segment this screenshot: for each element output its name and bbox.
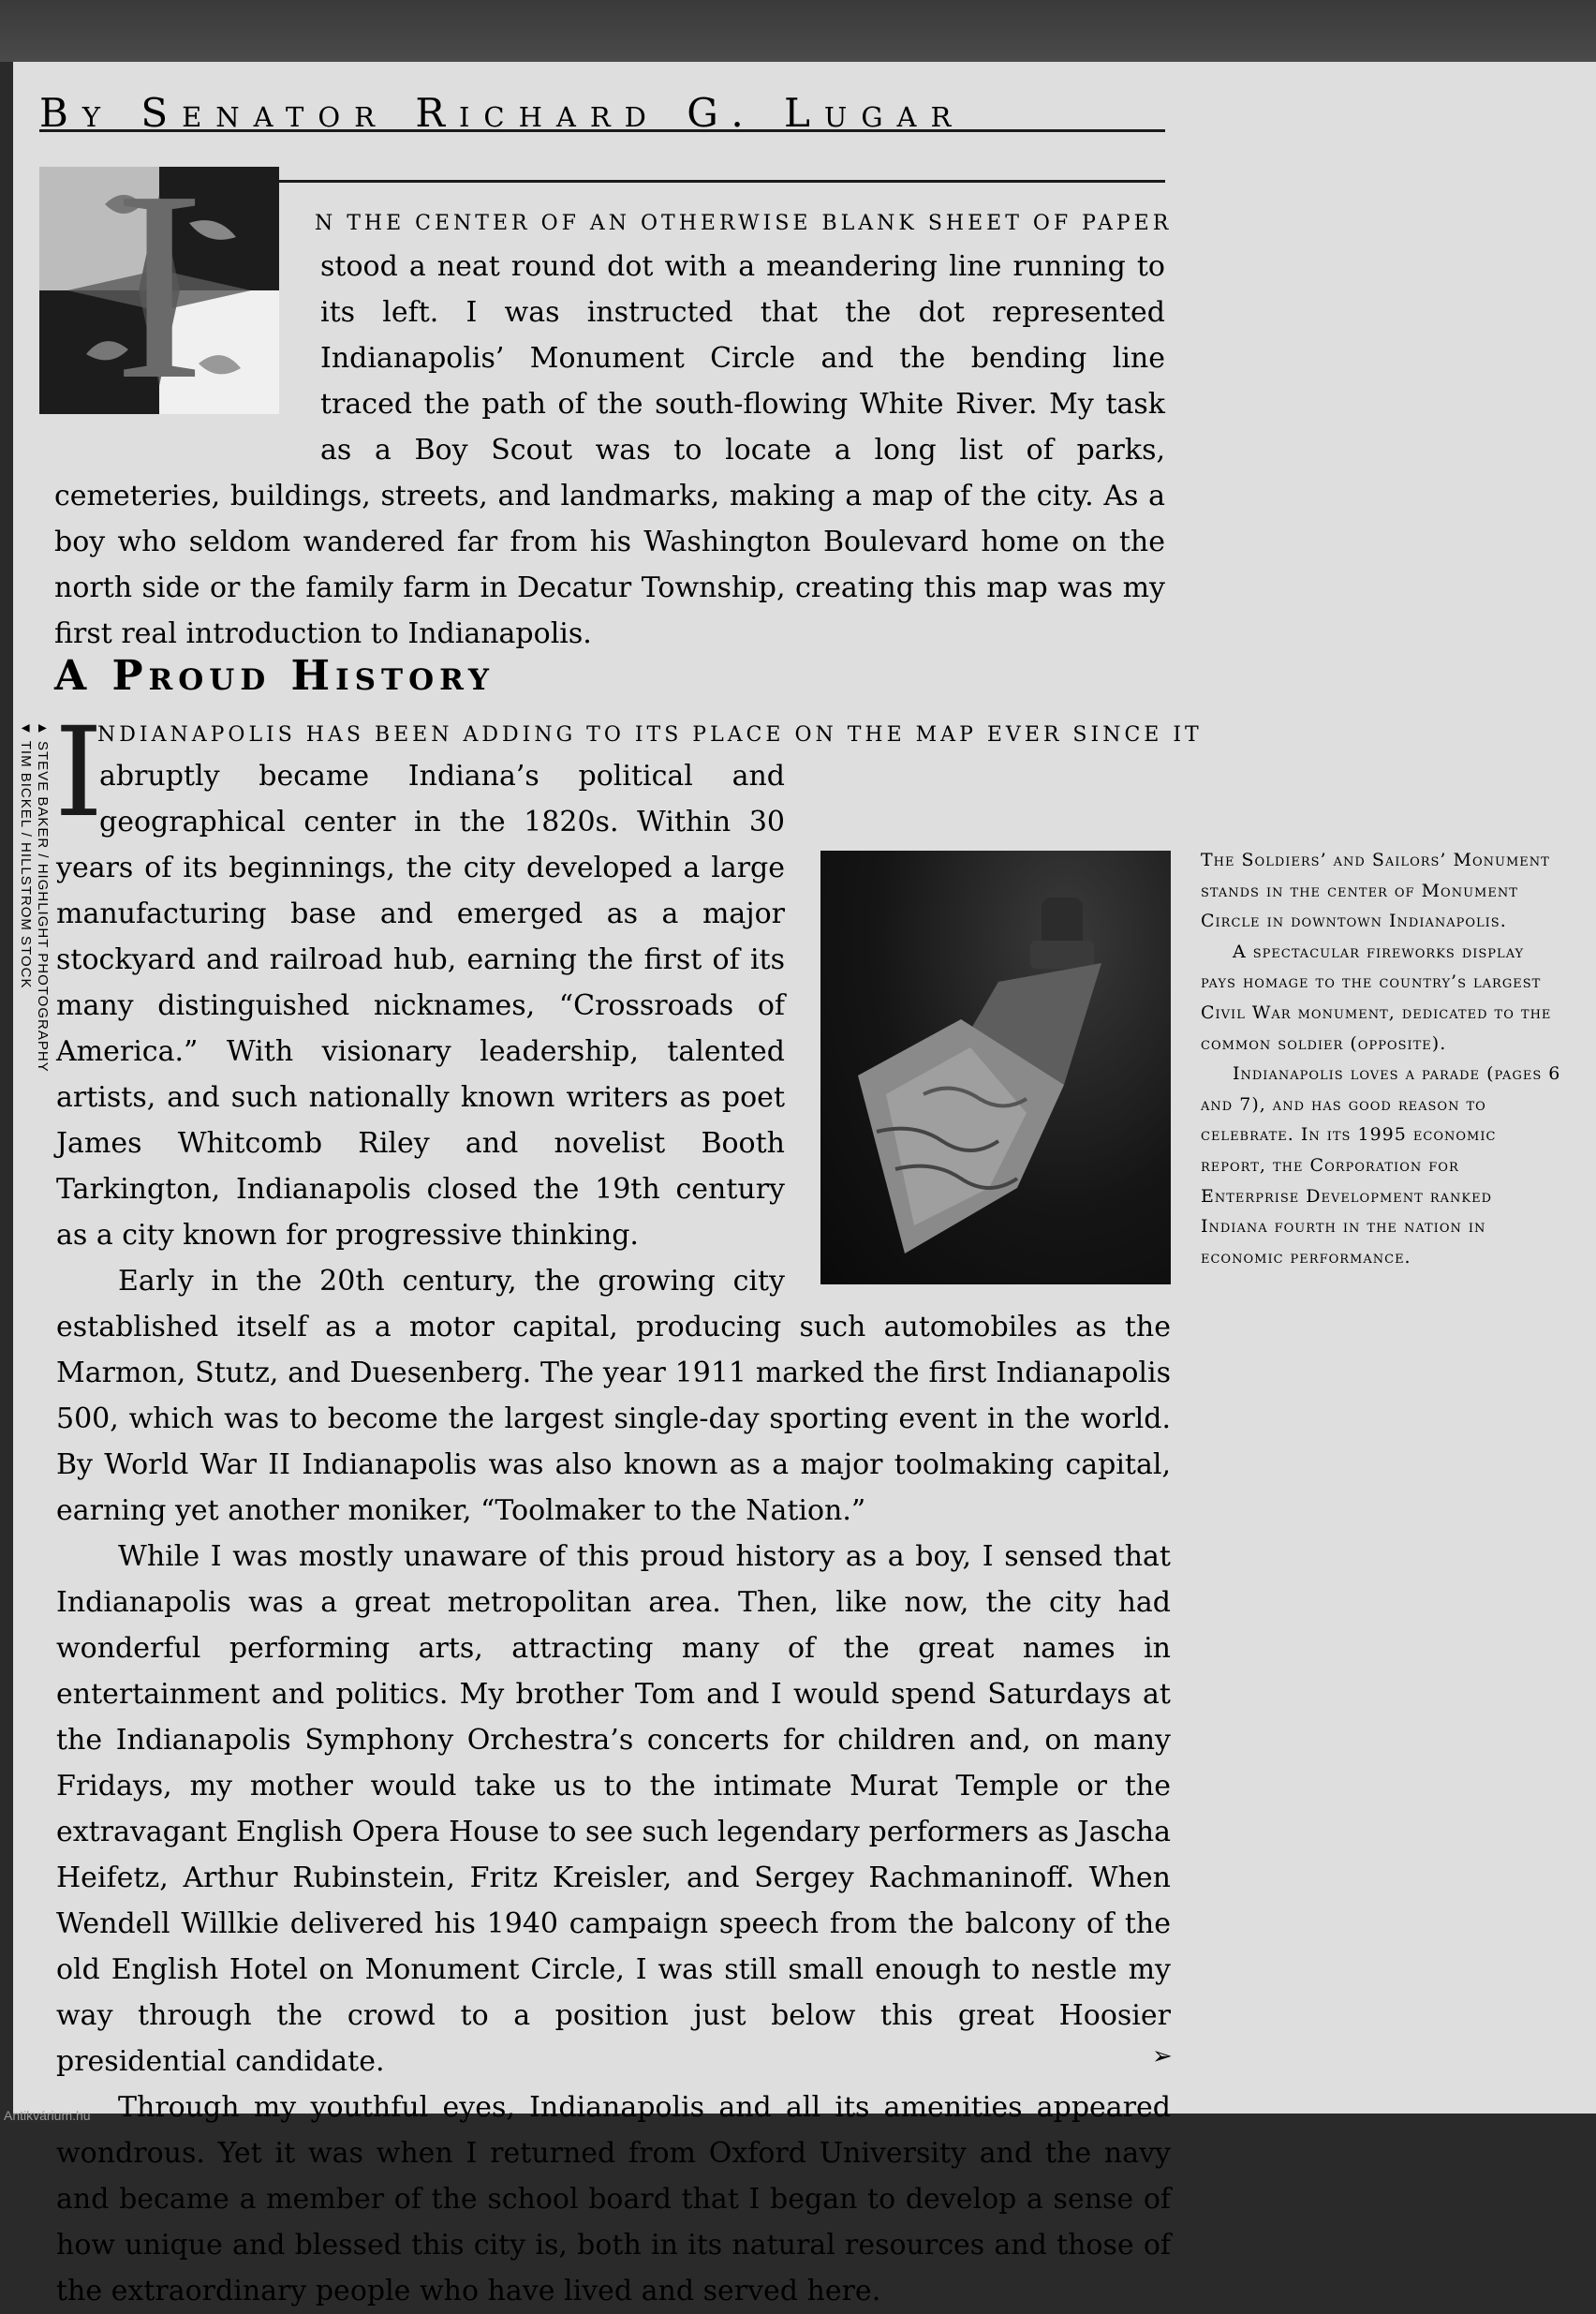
paragraph-1: abruptly became Indiana’s political and geographical center in the 1820s. Within 30 years of its beginnings, the city developed a large manufacturing base and emerged as a major stockyard and railroad hub, earning the first of its many distinguished nicknames, “Crossroads of America.” With visionary leadership, talented artists, and such nationally known writers as poet James Whitcomb Riley and novelist Booth Tarkington, Indianapolis closed the 19th century as a city known for progressive thinking. [56,760,785,1252]
continue-arrow-icon: ➢ [1152,2042,1173,2070]
byline: By Senator Richard G. Lugar [39,90,966,136]
photo-credit-top: ▲ STEVE BAKER / HIGHLIGHT PHOTOGRAPHY [35,721,51,1073]
caption-1: The Soldiers’ and Sailors’ Monument stands in the center of Monument Circle in downtown Indianapolis. [1201,850,1550,932]
section-drop-cap: I [54,701,104,845]
section-lead-in: NDIANAPOLIS HAS BEEN ADDING TO ITS PLACE ON THE MAP EVER SINCE IT [97,723,1203,747]
page-top-shadow [0,0,1596,62]
photo-credit-bottom: ▼ TIM BICKEL / HILLSTROM STOCK [18,721,34,989]
intro-lead-in: N THE CENTER OF AN OTHERWISE BLANK SHEET OF PAPER [315,212,1173,235]
paragraph-3: While I was mostly unaware of this proud history as a boy, I sensed that Indianapolis was a great metropolitan area. Then, like now, the city had wonderful performing arts, attracting many of the great names in entertainment and politics. My brother Tom and I would spend Saturdays at the Indianapolis Symphony Orchestra’s concerts for children and, on many Fridays, my mother would take us to the intimate Murat Temple or the extravagant English Opera House to see such legendary performers as Jascha Heifetz, Arthur Rubinstein, Fritz Kreisler, and Sergey Rachmaninoff. When Wendell Willkie delivered his 1940 campaign speech from the balcony of the old English Hotel on Monument Circle, I was still small enough to nestle my way through the crowd to a position just below this great Hoosier presidential candidate. [56,1540,1171,2078]
caption-3: Indianapolis loves a parade (pages 6 and 7), and has good reason to celebrate. In its 1995 economic report, the Corporation for Enterprise Development ranked Indiana fourth in the nation in economic performance. [1201,1063,1561,1268]
monument-photo [820,851,1171,1284]
intro-paragraph: stood a neat round dot with a meandering line running to its left. I was instructed that the dot represented Indianapolis’ Monument Circle and the bending line traced the path of the south-flowing White River. My task as a Boy Scout was to locate a long list of parks, cemeteries, buildings, streets, and landmarks, making a map of the city. As a boy who seldom wandered far from his Washington Boulevard home on the north side or the family farm in Decatur Township, creating this map was my first real introduction to Indianapolis. [54,250,1165,650]
watermark: Antikvárium.hu [4,2108,91,2123]
drop-cap-letter: I [113,135,205,436]
photo-credits [9,721,51,1077]
caption-2: A spectacular fireworks display pays homage to the country’s largest Civil War monument, dedicated to the common soldier (opposite). [1201,941,1552,1054]
photo-caption [1201,845,1564,1272]
paragraph-2: Early in the 20th century, the growing city established itself as a motor capital, producing such automobiles as the Marmon, Stutz, and Duesenberg. The year 1911 marked the first Indianapolis 500, which was to become the largest single-day sporting event in the world. By World War II Indianapolis was also known as a major toolmaking capital, earning yet another moniker, “Toolmaker to the Nation.” [56,1265,1171,1527]
monument-statue-image [820,851,1171,1284]
section-heading: A Proud History [54,652,495,700]
paragraph-4: Through my youthful eyes, Indianapolis and all its amenities appeared wondrous. Yet it was when I returned from Oxford University and the navy and became a member of the school board that I began to develop a sense of how unique and blessed this city is, both in its natural resources and those of the extraordinary people who have lived and served here. [56,2091,1171,2307]
